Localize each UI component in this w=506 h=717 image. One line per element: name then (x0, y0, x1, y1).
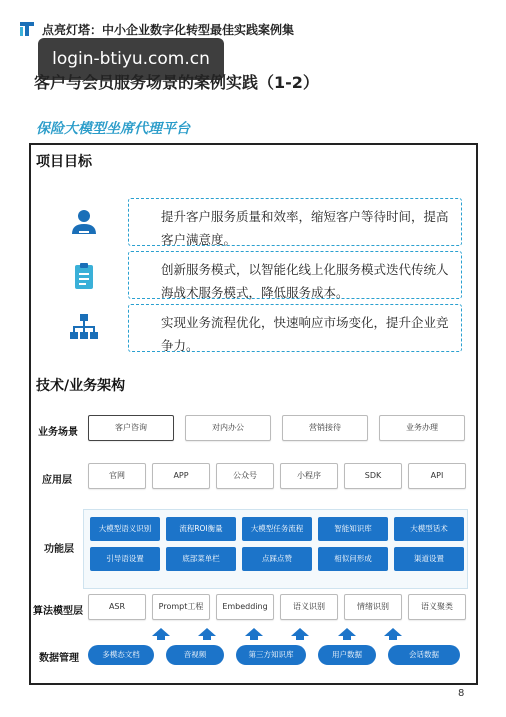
goal-item: 实现业务流程优化，快速响应市场变化，提升企业竞争力。 (128, 304, 462, 352)
scene-cell: 客户咨询 (88, 415, 174, 441)
section-subtitle: 保险大模型坐席代理平台 (36, 121, 190, 137)
function-cell: 大模型任务流程 (242, 517, 312, 541)
function-cell: 智能知识库 (318, 517, 388, 541)
scene-cell: 业务办理 (379, 415, 465, 441)
up-arrow-icon (152, 628, 170, 640)
model-cell: 情绪识别 (344, 594, 402, 620)
data-pill: 用户数据 (318, 645, 376, 665)
data-pill: 会话数据 (388, 645, 460, 665)
function-cell: 流程ROI衡量 (166, 517, 236, 541)
org-chart-icon (69, 312, 99, 342)
model-cell: Prompt工程 (152, 594, 210, 620)
up-arrow-icon (245, 628, 263, 640)
model-cell: 语义聚类 (408, 594, 466, 620)
goals-title: 项目目标 (36, 154, 92, 170)
model-cell: ASR (88, 594, 146, 620)
function-cell: 点踩点赞 (242, 547, 312, 571)
up-arrow-icon (198, 628, 216, 640)
up-arrow-icon (384, 628, 402, 640)
header-title: 点亮灯塔：中小企业数字化转型最佳实践案例集 (42, 23, 295, 37)
layer-label-data: 数据管理 (39, 653, 79, 664)
up-arrow-icon (291, 628, 309, 640)
data-pill: 第三方知识库 (236, 645, 306, 665)
clipboard-icon (69, 261, 99, 291)
layer-label-app: 应用层 (42, 475, 72, 486)
layer-label-function: 功能层 (44, 544, 74, 555)
user-icon (69, 207, 99, 237)
function-cell: 渠道设置 (394, 547, 464, 571)
app-cell: API (408, 463, 466, 489)
app-cell: 小程序 (280, 463, 338, 489)
layer-label-scene: 业务场景 (38, 427, 78, 438)
function-cell: 大模型话术 (394, 517, 464, 541)
scene-cell: 对内办公 (185, 415, 271, 441)
page-number: 8 (458, 688, 465, 699)
app-cell: 公众号 (216, 463, 274, 489)
page-title: 客户与会员服务场景的案例实践（1-2） (34, 73, 319, 92)
data-pill: 音视频 (166, 645, 224, 665)
function-cell: 大模型语义识别 (90, 517, 160, 541)
app-cell: SDK (344, 463, 402, 489)
app-cell: APP (152, 463, 210, 489)
data-pill: 多模态文档 (88, 645, 154, 665)
model-cell: 语义识别 (280, 594, 338, 620)
up-arrow-icon (338, 628, 356, 640)
architecture-title: 技术/业务架构 (36, 378, 126, 394)
function-cell: 引导语设置 (90, 547, 160, 571)
goal-item: 提升客户服务质量和效率，缩短客户等待时间，提高客户满意度。 (128, 198, 462, 246)
watermark: login-btiyu.com.cn (38, 38, 224, 80)
brand-logo-icon (20, 22, 34, 36)
goal-item: 创新服务模式，以智能化线上化服务模式迭代传统人海战术服务模式，降低服务成本。 (128, 251, 462, 299)
function-cell: 底部菜单栏 (166, 547, 236, 571)
app-cell: 官网 (88, 463, 146, 489)
model-cell: Embedding (216, 594, 274, 620)
layer-label-model: 算法模型层 (33, 606, 83, 617)
scene-cell: 营销接待 (282, 415, 368, 441)
function-cell: 相似问形成 (318, 547, 388, 571)
